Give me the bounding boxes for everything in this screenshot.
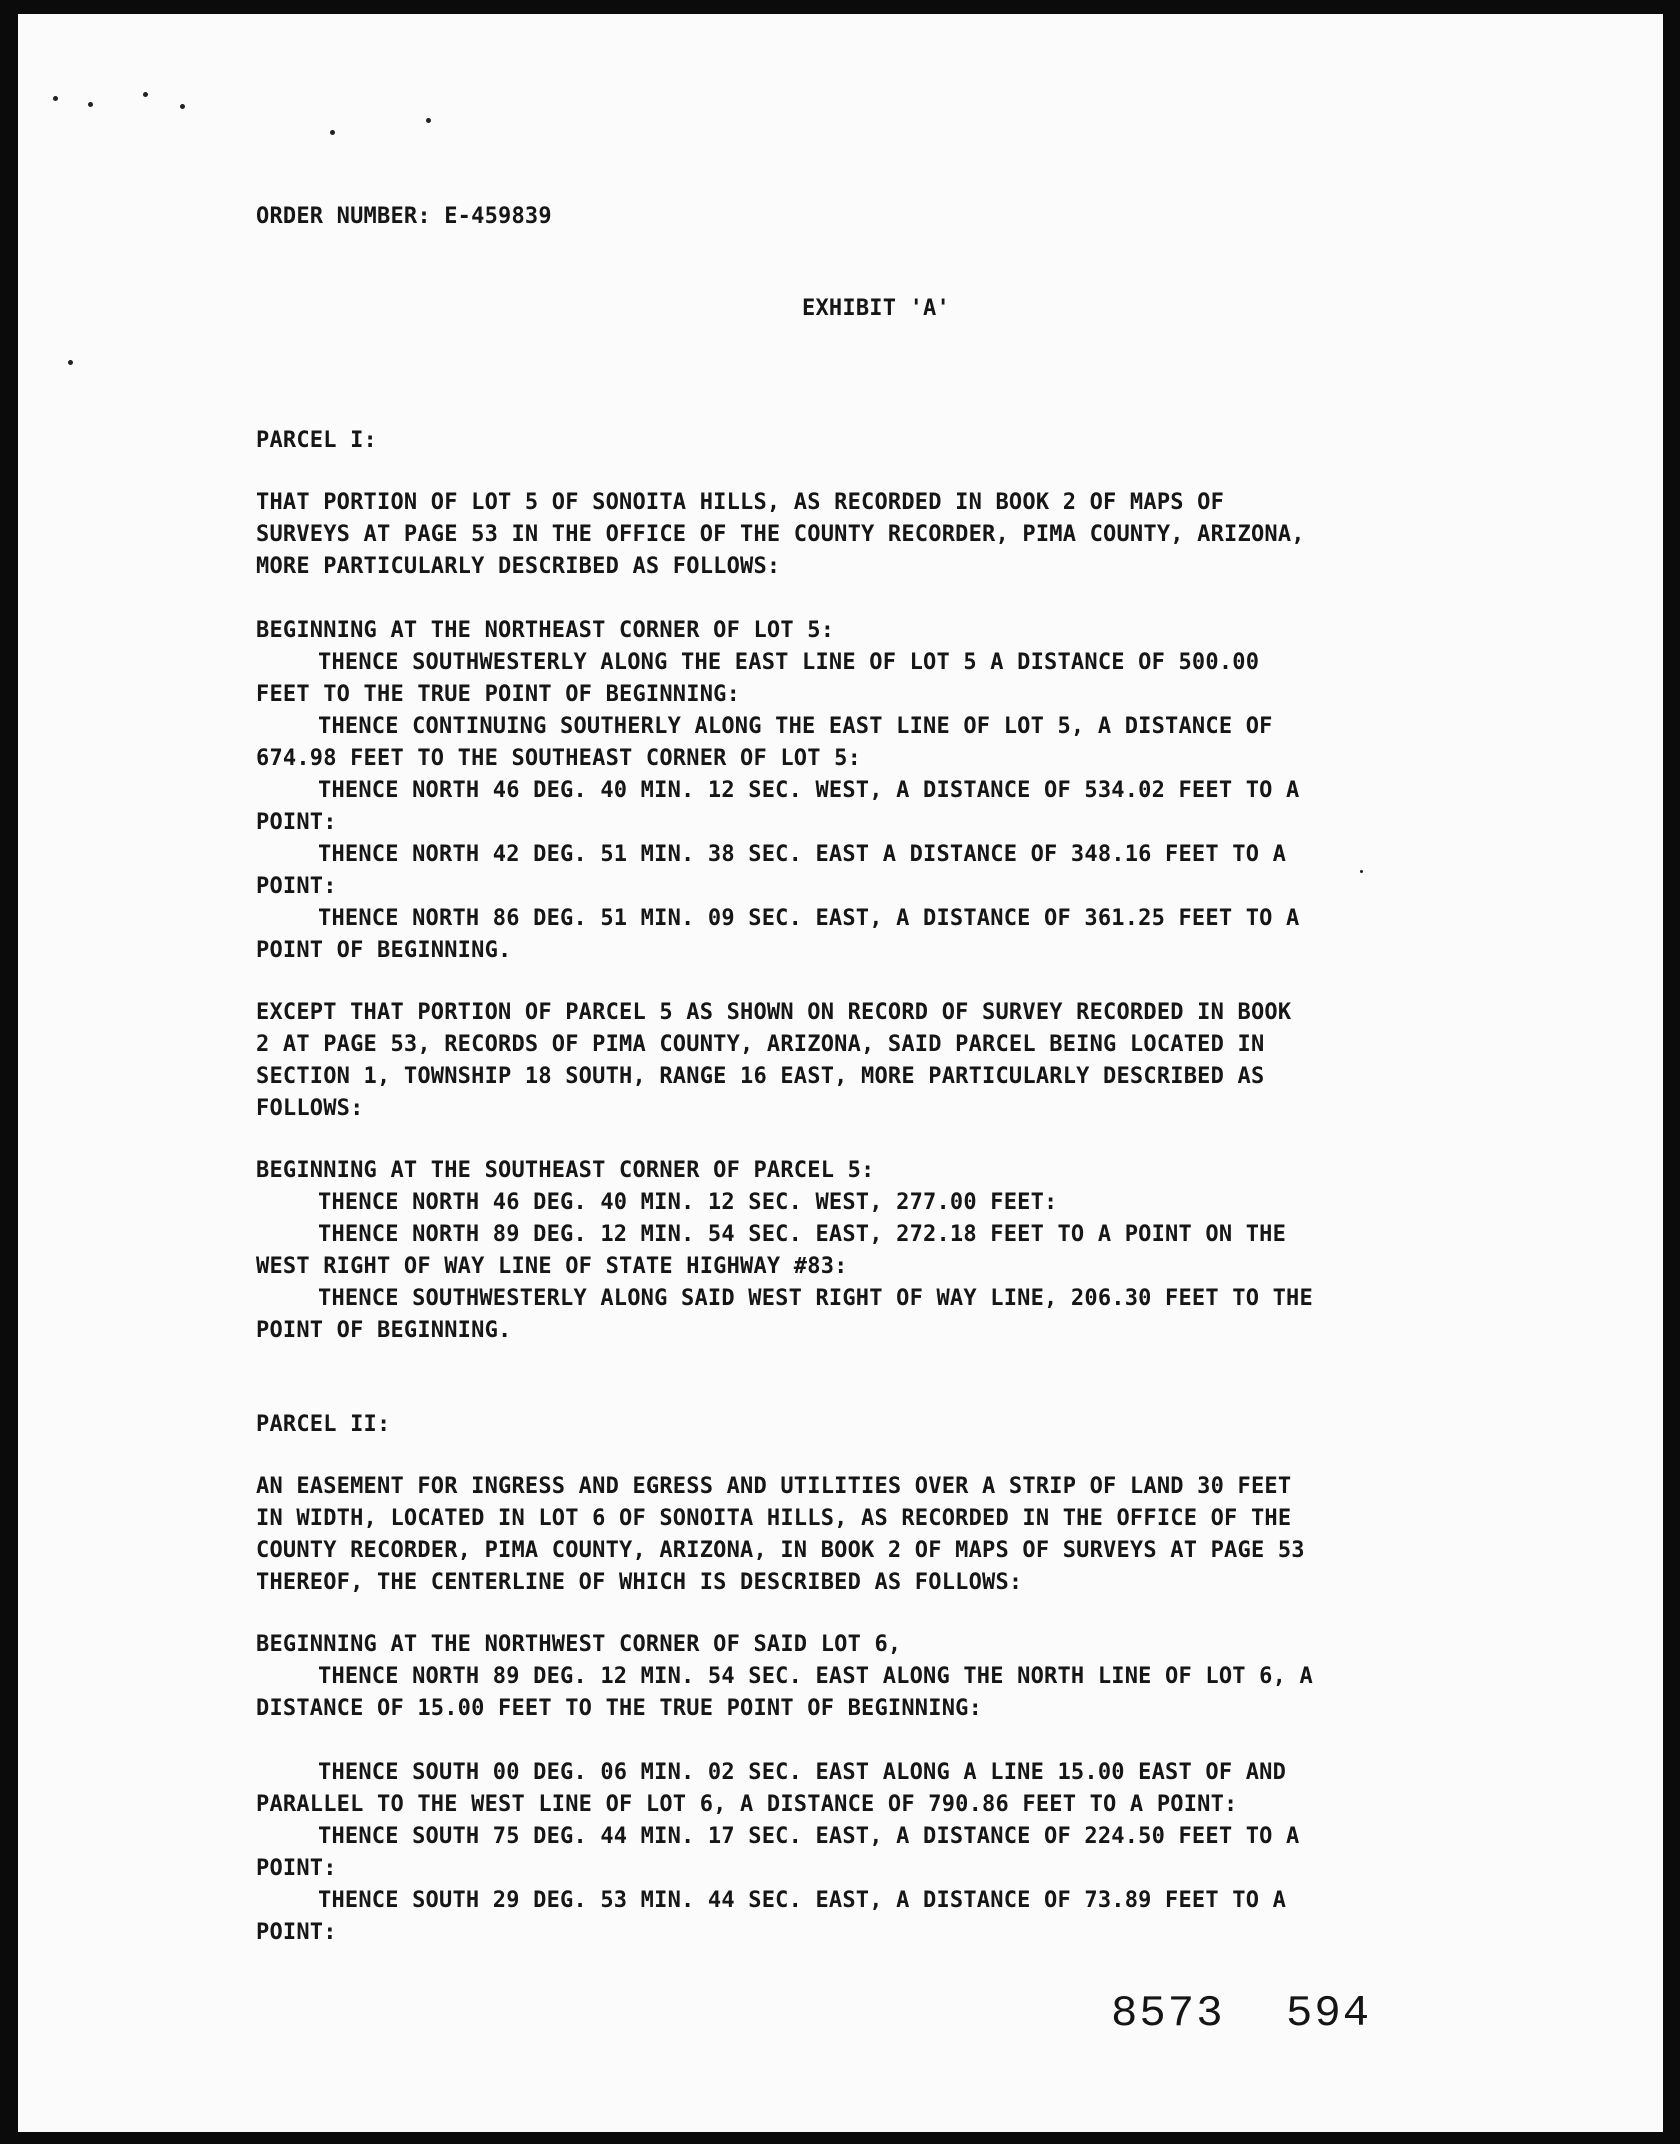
parcel-2-intro-line: THEREOF, THE CENTERLINE OF WHICH IS DESCRIBED AS FOLLOWS: xyxy=(256,1570,1023,1595)
parcel-1-except-line: EXCEPT THAT PORTION OF PARCEL 5 AS SHOWN ON RECORD OF SURVEY RECORDED IN BOOK xyxy=(256,1000,1292,1025)
parcel-1-description-line: FEET TO THE TRUE POINT OF BEGINNING: xyxy=(256,682,741,707)
parcel-1-intro-line: THAT PORTION OF LOT 5 OF SONOITA HILLS, AS RECORDED IN BOOK 2 OF MAPS OF xyxy=(256,490,1225,515)
document-page xyxy=(18,14,1663,2132)
parcel-1-intro-line: MORE PARTICULARLY DESCRIBED AS FOLLOWS: xyxy=(256,554,781,579)
parcel-2-course-line: POINT: xyxy=(256,1856,337,1881)
parcel-1-except-description-line: THENCE SOUTHWESTERLY ALONG SAID WEST RIGHT OF WAY LINE, 206.30 FEET TO THE xyxy=(318,1286,1313,1311)
recording-book-number: 8573 xyxy=(1111,1989,1225,2039)
parcel-2-course-line: THENCE SOUTH 75 DEG. 44 MIN. 17 SEC. EAST, A DISTANCE OF 224.50 FEET TO A xyxy=(318,1824,1300,1849)
order-number: ORDER NUMBER: E-459839 xyxy=(256,204,552,229)
parcel-2-course-line: PARALLEL TO THE WEST LINE OF LOT 6, A DISTANCE OF 790.86 FEET TO A POINT: xyxy=(256,1792,1238,1817)
parcel-1-except-description-line: POINT OF BEGINNING. xyxy=(256,1318,512,1343)
exhibit-title: EXHIBIT 'A' xyxy=(802,296,950,321)
scan-speck xyxy=(53,96,58,101)
parcel-1-description-line: POINT: xyxy=(256,874,337,899)
scan-speck xyxy=(426,118,431,123)
scan-speck xyxy=(330,130,335,135)
recording-page-number: 594 xyxy=(1286,1989,1372,2039)
parcel-2-course-line: THENCE SOUTH 00 DEG. 06 MIN. 02 SEC. EAST ALONG A LINE 15.00 EAST OF AND xyxy=(318,1760,1287,1785)
scan-speck xyxy=(143,92,148,97)
parcel-1-description-line: THENCE CONTINUING SOUTHERLY ALONG THE EAST LINE OF LOT 5, A DISTANCE OF xyxy=(318,714,1273,739)
parcel-1-except-description-line: THENCE NORTH 89 DEG. 12 MIN. 54 SEC. EAST, 272.18 FEET TO A POINT ON THE xyxy=(318,1222,1287,1247)
parcel-1-description-line: THENCE SOUTHWESTERLY ALONG THE EAST LINE OF LOT 5 A DISTANCE OF 500.00 xyxy=(318,650,1260,675)
parcel-1-description-line: BEGINNING AT THE NORTHEAST CORNER OF LOT 5: xyxy=(256,618,835,643)
scan-speck xyxy=(68,360,73,365)
scan-speck xyxy=(88,102,93,107)
parcel-1-description-line: THENCE NORTH 42 DEG. 51 MIN. 38 SEC. EAST A DISTANCE OF 348.16 FEET TO A xyxy=(318,842,1287,867)
parcel-2-intro-line: COUNTY RECORDER, PIMA COUNTY, ARIZONA, IN BOOK 2 OF MAPS OF SURVEYS AT PAGE 53 xyxy=(256,1538,1305,1563)
parcel-2-intro-line: IN WIDTH, LOCATED IN LOT 6 OF SONOITA HILLS, AS RECORDED IN THE OFFICE OF THE xyxy=(256,1506,1292,1531)
parcel-1-heading: PARCEL I: xyxy=(256,428,378,453)
scan-speck xyxy=(180,104,185,109)
parcel-1-except-line: FOLLOWS: xyxy=(256,1096,364,1121)
parcel-2-description-line: THENCE NORTH 89 DEG. 12 MIN. 54 SEC. EAST ALONG THE NORTH LINE OF LOT 6, A xyxy=(318,1664,1313,1689)
parcel-1-intro-line: SURVEYS AT PAGE 53 IN THE OFFICE OF THE COUNTY RECORDER, PIMA COUNTY, ARIZONA, xyxy=(256,522,1305,547)
parcel-2-intro-line: AN EASEMENT FOR INGRESS AND EGRESS AND UTILITIES OVER A STRIP OF LAND 30 FEET xyxy=(256,1474,1292,1499)
parcel-1-description-line: POINT OF BEGINNING. xyxy=(256,938,512,963)
parcel-1-description-line: POINT: xyxy=(256,810,337,835)
parcel-2-course-line: POINT: xyxy=(256,1920,337,1945)
parcel-2-description-line: BEGINNING AT THE NORTHWEST CORNER OF SAID LOT 6, xyxy=(256,1632,902,1657)
parcel-1-description-line: 674.98 FEET TO THE SOUTHEAST CORNER OF LOT 5: xyxy=(256,746,862,771)
parcel-1-except-description-line: THENCE NORTH 46 DEG. 40 MIN. 12 SEC. WEST, 277.00 FEET: xyxy=(318,1190,1058,1215)
scan-speck xyxy=(1360,870,1363,873)
parcel-2-heading: PARCEL II: xyxy=(256,1412,391,1437)
parcel-1-description-line: THENCE NORTH 46 DEG. 40 MIN. 12 SEC. WEST, A DISTANCE OF 534.02 FEET TO A xyxy=(318,778,1300,803)
parcel-1-except-description-line: WEST RIGHT OF WAY LINE OF STATE HIGHWAY #83: xyxy=(256,1254,848,1279)
parcel-1-except-line: 2 AT PAGE 53, RECORDS OF PIMA COUNTY, ARIZONA, SAID PARCEL BEING LOCATED IN xyxy=(256,1032,1265,1057)
parcel-1-description-line: THENCE NORTH 86 DEG. 51 MIN. 09 SEC. EAST, A DISTANCE OF 361.25 FEET TO A xyxy=(318,906,1300,931)
parcel-1-except-line: SECTION 1, TOWNSHIP 18 SOUTH, RANGE 16 EAST, MORE PARTICULARLY DESCRIBED AS xyxy=(256,1064,1265,1089)
parcel-1-except-description-line: BEGINNING AT THE SOUTHEAST CORNER OF PARCEL 5: xyxy=(256,1158,875,1183)
parcel-2-description-line: DISTANCE OF 15.00 FEET TO THE TRUE POINT OF BEGINNING: xyxy=(256,1696,983,1721)
parcel-2-course-line: THENCE SOUTH 29 DEG. 53 MIN. 44 SEC. EAST, A DISTANCE OF 73.89 FEET TO A xyxy=(318,1888,1287,1913)
